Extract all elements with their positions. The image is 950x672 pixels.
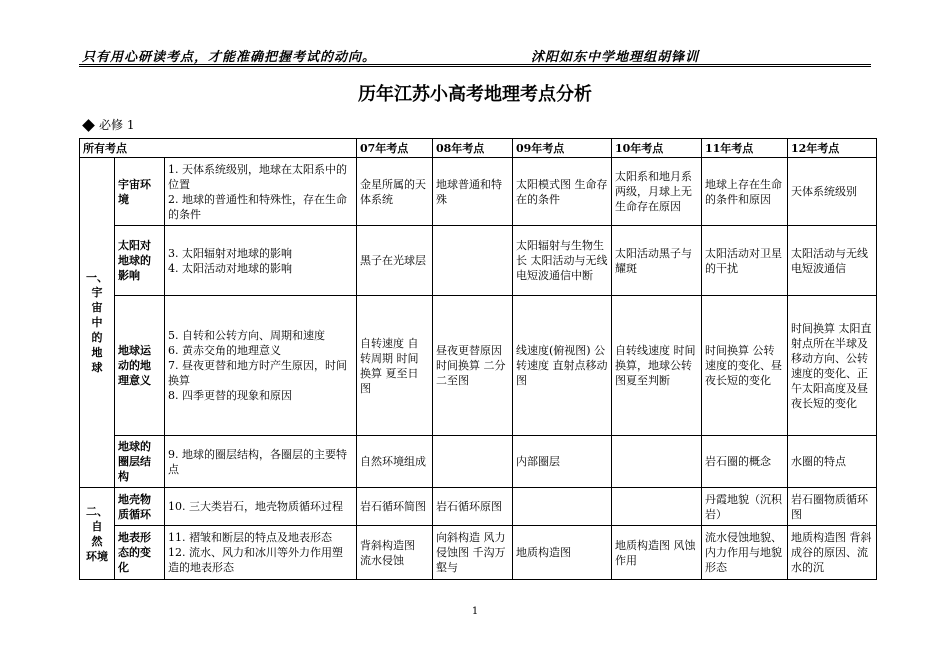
col-header-11: 11年考点	[702, 139, 788, 158]
header-motto: 只有用心研读考点，才能准确把握考试的动向。	[82, 50, 377, 65]
cell-10: 自转线速度 时间换算，地球公转图夏至判断	[612, 296, 702, 436]
cell-07: 岩石循环简图	[357, 488, 433, 526]
points-cell: 10. 三大类岩石，地壳物质循环过程	[165, 488, 357, 526]
table-row	[80, 488, 877, 526]
cell-07: 自然环境组成	[357, 436, 433, 488]
cell-10: 太阳系和地月系两级，月球上无生命存在原因	[612, 158, 702, 226]
points-cell: 1. 天体系统级别，地球在太阳系中的位置 2. 地球的普通性和特殊性，存在生命的条件	[165, 158, 357, 226]
cell-12: 地质构造图 背斜成谷的原因、流水的沉	[788, 526, 877, 580]
col-header-07: 07年考点	[357, 139, 433, 158]
cell-10: 太阳活动黑子与耀斑	[612, 226, 702, 296]
subtopic-cell: 地球运动的地理意义	[115, 296, 165, 436]
cell-11: 丹霞地貌（沉积岩）	[702, 488, 788, 526]
cell-10	[612, 436, 702, 488]
page-number: 1	[471, 606, 479, 617]
points-cell: 3. 太阳辐射对地球的影响 4. 太阳活动对地球的影响	[165, 226, 357, 296]
page-header	[79, 44, 871, 67]
cell-09: 太阳模式图 生命存在的条件	[513, 158, 612, 226]
cell-11: 地球上存在生命的条件和原因	[702, 158, 788, 226]
table-row	[80, 526, 877, 580]
cell-12: 天体系统级别	[788, 158, 877, 226]
cell-12: 水圈的特点	[788, 436, 877, 488]
cell-08: 昼夜更替原因 时间换算 二分二至图	[433, 296, 513, 436]
col-header-10: 10年考点	[612, 139, 702, 158]
subtopic-cell: 地表形态的变化	[115, 526, 165, 580]
cell-07: 黑子在光球层	[357, 226, 433, 296]
cell-08	[433, 226, 513, 296]
category-cell-2: 二、 自 然 环境	[80, 488, 115, 580]
subtopic-cell: 宇宙环境	[115, 158, 165, 226]
col-header-12: 12年考点	[788, 139, 877, 158]
cell-07: 金星所属的天体系统	[357, 158, 433, 226]
section-label: 必修 1	[99, 118, 135, 132]
cell-11: 岩石圈的概念	[702, 436, 788, 488]
diamond-bullet-icon	[82, 119, 95, 132]
col-header-all: 所有考点	[80, 139, 357, 158]
exam-points-table	[79, 138, 877, 580]
col-header-09: 09年考点	[513, 139, 612, 158]
subtopic-cell: 太阳对地球的影响	[115, 226, 165, 296]
cell-11: 太阳活动对卫星的干扰	[702, 226, 788, 296]
col-header-08: 08年考点	[433, 139, 513, 158]
cell-07: 背斜构造图 流水侵蚀	[357, 526, 433, 580]
subtopic-cell: 地球的圈层结构	[115, 436, 165, 488]
cell-08: 岩石循环原图	[433, 488, 513, 526]
cell-11: 时间换算 公转速度的变化、昼夜长短的变化	[702, 296, 788, 436]
cell-11: 流水侵蚀地貌、内力作用与地貌形态	[702, 526, 788, 580]
cell-10: 地质构造图 风蚀作用	[612, 526, 702, 580]
cell-09	[513, 488, 612, 526]
table-header-row	[80, 139, 877, 158]
table-row	[80, 296, 877, 436]
cell-09: 太阳辐射与生物生长 太阳活动与无线电短波通信中断	[513, 226, 612, 296]
table-row	[80, 436, 877, 488]
cell-10	[612, 488, 702, 526]
subtopic-cell: 地壳物质循环	[115, 488, 165, 526]
cell-09: 内部圈层	[513, 436, 612, 488]
cell-07: 自转速度 自转周期 时间换算 夏至日图	[357, 296, 433, 436]
category-cell-1: 一、 宇 宙 中 的 地 球	[80, 158, 115, 488]
section-heading	[79, 116, 134, 133]
table-row	[80, 226, 877, 296]
points-cell: 9. 地球的圈层结构，各圈层的主要特点	[165, 436, 357, 488]
points-cell: 11. 褶皱和断层的特点及地表形态 12. 流水、风力和冰川等外力作用塑造的地表形态	[165, 526, 357, 580]
cell-12: 岩石圈物质循环图	[788, 488, 877, 526]
cell-09: 地质构造图	[513, 526, 612, 580]
points-cell: 5. 自转和公转方向、周期和速度 6. 黄赤交角的地理意义 7. 昼夜更替和地方时产生原因，时间换算 8. 四季更替的现象和原因	[165, 296, 357, 436]
cell-12: 太阳活动与无线电短波通信	[788, 226, 877, 296]
cell-09: 线速度(俯视图) 公转速度 直射点移动图	[513, 296, 612, 436]
cell-08: 向斜构造 风力侵蚀图 千沟万壑与	[433, 526, 513, 580]
cell-08	[433, 436, 513, 488]
cell-12: 时间换算 太阳直射点所在半球及移动方向、公转速度的变化、正午太阳高度及昼夜长短的变化	[788, 296, 877, 436]
cell-08: 地球普通和特殊	[433, 158, 513, 226]
header-author: 沭阳如东中学地理组胡锋训	[531, 50, 700, 65]
table-row	[80, 158, 877, 226]
page-title: 历年江苏小高考地理考点分析	[358, 84, 592, 105]
